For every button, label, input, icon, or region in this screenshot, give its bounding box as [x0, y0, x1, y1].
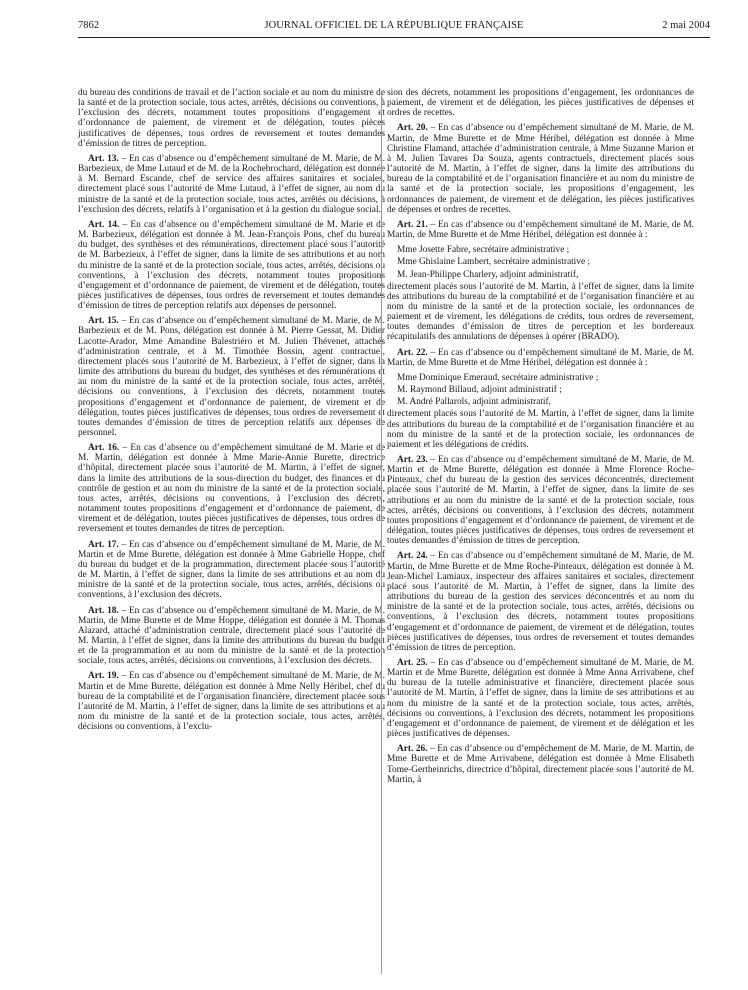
article-paragraph [387, 744, 694, 785]
article-number: Art. 14. [88, 219, 120, 230]
article-number: Art. 13. [88, 153, 119, 164]
article-number: Art. 23. [397, 455, 428, 465]
paragraph-text: – En cas d’absence ou d’empêchement simultané de M. Marie, de M. Martin et de Mme Burette, délégation est donnée à Mme Gabrielle Hoppe, chef du bureau du budget et de la programmation, directement placée sous l’autorité de M. Martin, à l’effet de signer, dans la limite de ses attributions et au nom du ministre de la santé et de la protection sociale, tous actes, arrêtés, décisions ou conventions, à l’exclusion des décrets. [78, 539, 386, 601]
list-item [387, 385, 694, 395]
paragraph-text: – En cas d’absence ou d’empêchement simultané de M. Marie, de M. Martin, de Mme Burette et de Mme Héribel, délégation est donnée à : [387, 347, 695, 368]
article-paragraph [78, 316, 385, 438]
paragraph [387, 409, 694, 450]
paragraph [387, 88, 694, 118]
right-column [387, 88, 694, 790]
paragraph-text: Mme Josette Fabre, secrétaire administrative ; [397, 245, 570, 256]
article-paragraph [78, 671, 385, 732]
article-paragraph [387, 123, 694, 214]
list-item [387, 270, 694, 280]
publication-date: 2 mai 2004 [662, 20, 710, 31]
paragraph-text: – En cas d’absence ou d’empêchement simultané de M. Marie et de M. Martin, délégation est donnée à Mme Marie-Annie Burette, directrice d’hôpital, directement placée sous l’autorité de M. Martin, à l’effet de signer, dans la limite des attributions de la sous-direction du budget, des finances et du contrôle de gestion et au nom du ministre de la santé et de la protection sociale, tous actes, arrêtés, décisions ou conventions, à l’exclusion des décrets, notamment toutes propositions d’engagement et d’ordonnance de paiement, de virement et de délégation, toutes pièces justificatives de dépenses, tous ordres de reversement et toutes demandes de titres de perception. [78, 443, 385, 535]
paragraph-text: – En cas d’absence ou d’empêchement simultané de M. Marie, de M. Martin, de Mme Burette et de Mme Roche-Pinteaux, délégation est donnée à M. Jean-Michel Lamiaux, inspecteur des affaires sanitaires et sociales, directement placé sous l’autorité de M. Martin, à l’effet de signer, dans la limite des attributions du bureau de la gestion des services déconcentrés et au nom du ministre de la santé et de la protection sociale, tous actes, arrêtés, décisions ou conventions, à l’exclusion des décrets, notamment toutes propositions d’engagement et d’ordonnance de paiement, de virement et de délégation, toutes pièces justificatives de dépenses, tous ordres de reversement et toutes demandes d’émission de titres de perception. [387, 551, 695, 653]
paragraph-text: M. André Pallarols, adjoint administratif, [397, 397, 551, 408]
paragraph-text: sion des décrets, notamment les propositions d’engagement, les ordonnances de paiement, de virement et de délégation, les pièces justificatives de dépenses et ordres de recettes. [387, 88, 694, 119]
article-number: Art. 21. [397, 219, 428, 230]
paragraph [78, 88, 385, 149]
article-paragraph [387, 220, 694, 240]
paragraph-text: Mme Ghislaine Lambert, secrétaire administrative ; [397, 257, 591, 268]
article-paragraph [387, 658, 694, 739]
paragraph-text: Mme Dominique Emeraud, secrétaire administrative ; [397, 372, 599, 383]
article-paragraph [78, 443, 385, 534]
list-item [387, 257, 694, 267]
article-number: Art. 15. [88, 316, 119, 327]
paragraph-text: – En cas d’absence ou d’empêchement simultané de M. Marie, de M. Martin et de Mme Burette, délégation est donnée à Mme Nelly Héribel, chef du bureau de la comptabilité et de l’organisation financière, directement placée sous l’autorité de M. Martin, à l’effet de signer, dans la limite de ses attributions et au nom du ministre de la santé et de la protection sociale, tous actes, arrêtés, décisions ou conventions, à l’exclu- [78, 671, 386, 733]
paragraph-text: directement placés sous l’autorité de M. Martin, à l’effet de signer, dans la limite des attributions du bureau de la comptabilité et de l’organisation financière et au nom du ministre de la santé et de la protection sociale, les ordonnances de paiement et les délégations de crédits. [387, 409, 694, 450]
article-number: Art. 22. [397, 347, 428, 358]
article-number: Art. 25. [397, 657, 428, 668]
article-paragraph [78, 220, 385, 311]
article-number: Art. 20. [397, 123, 428, 134]
paragraph-text: – En cas d’absence ou d’empêchement simultané de M. Marie, de M. Barbezieux et de M. Pons, délégation est donnée à M. Pierre Gessat, M. Didier Lacotte-Arador, Mme Amandine Balestriéro et M. Julien Thévenet, attachés d’administration centrale, et à M. Timothée Bossin, agent contractuel, directement placés sous l’autorité de M. Barbezieux, à l’effet de signer, dans la limite des attributions du bureau du budget, des synthèses et des rémunérations et au nom du ministre de la santé et de la protection sociale, tous actes, arrêtés, décisions ou conventions, à l’exclusion des décrets, notamment toutes propositions d’engagement et d’ordonnance de paiement, de virement et de délégation, toutes pièces justificatives de dépenses, tous ordres de reversement et toutes demandes d’émission de titres de perception relatifs aux dépenses de personnel. [78, 316, 386, 438]
page-number: 7862 [78, 20, 100, 31]
article-number: Art. 19. [88, 671, 119, 682]
article-number: Art. 16. [88, 443, 120, 454]
paragraph-text: M. Raymond Billaud, adjoint administratif ; [397, 385, 562, 396]
paragraph [387, 282, 694, 343]
article-paragraph [387, 551, 694, 653]
list-item [387, 245, 694, 255]
paragraph-text: directement placés sous l’autorité de M. Martin, à l’effet de signer, dans la limite des attributions du bureau de la comptabilité et de l’organisation financière et au nom du ministre de la santé et de la protection sociale, les ordonnances de paiement et de virement, les délégations de crédits, tous ordres de reversement, toutes demandes d’émission de titres de perception et les bordereaux récapitulatifs des annulations de dépenses à opérer (BRADO). [387, 281, 694, 343]
article-paragraph [387, 455, 694, 546]
article-paragraph [78, 606, 385, 667]
left-column [78, 88, 385, 737]
article-paragraph [387, 348, 694, 368]
article-paragraph [78, 540, 385, 601]
journal-title: JOURNAL OFFICIEL DE LA RÉPUBLIQUE FRANÇAISE [264, 20, 524, 31]
article-paragraph [78, 154, 385, 215]
page-header [78, 20, 710, 36]
paragraph-text: – En cas d’absence ou d’empêchement simultané de M. Marie, de M. Martin, de Mme Burette et de Mme Hoppe, délégation est donnée à M. Thomas Alazard, attaché d’administration centrale, directement placé sous l’autorité de M. Martin, à l’effet de signer, dans la limite des attributions du bureau du budget et de la programmation et au nom du ministre de la santé et de la protection sociale, tous actes, arrêtés, décisions ou conventions, à l’exclusion des décrets. [78, 605, 386, 667]
header-rule [78, 37, 710, 38]
paragraph-text: – En cas d’absence ou d’empêchement simultané de M. Marie, de M. Martin et de Mme Burette, délégation est donnée à Mme Anna Arrivabene, chef du bureau de la tutelle administrative et financière, directement placée sous l’autorité de M. Martin, à l’effet de signer, dans la limite de ses attributions et au nom du ministre de la santé et de la protection sociale, tous actes, arrêtés, décisions ou conventions, à l’exclusion des décrets, notamment les propositions d’engagement et d’ordonnance de paiement, de virement et de délégation et les pièces justificatives de dépenses. [387, 657, 695, 740]
paragraph-text: – En cas d’absence ou d’empêchement simultané de M. Marie, de M. Martin, de Mme Burette et de Mme Héribel, délégation est donnée à : [387, 219, 695, 241]
paragraph-text: – En cas d’absence ou d’empêchement de M. Marie, de M. Martin, de Mme Burette et de Mme Arrivabene, délégation est donnée à Mme Elisabeth Tome-Gertheinrichs, directrice d’hôpital, directement placée sous l’autorité de M. Martin, à [387, 744, 695, 785]
paragraph-text: – En cas d’absence ou d’empêchement simultané de M. Marie, de M. Martin, de Mme Burette et de Mme Héribel, délégation est donnée à Mme Christine Flamand, attachée d’administration centrale, à Mme Suzanne Marion et à M. Julien Tavares Da Souza, agents contractuels, directement placés sous l’autorité de M. Martin, à l’effet de signer, dans la limite des attributions du bureau de la comptabilité et de l’organisation financière et au nom du ministre de la santé et de la protection sociale, les propositions d’engagement, les ordonnances de paiement, de virement et de délégation, les pièces justificatives de dépenses et ordres de recettes. [387, 123, 695, 215]
paragraph-text: du bureau des conditions de travail et de l’action sociale et au nom du ministre de la santé et de la protection sociale, tous actes, arrêtés, décisions ou conventions, à l’exclusion des décrets, notamment toutes propositions d’engagement et d’ordonnance de paiement, de virement et de délégation, toutes pièces justificatives de dépenses, tous ordres de reversement et toutes demandes d’émission de titres de perception. [78, 88, 385, 149]
paragraph-text: – En cas d’absence ou d’empêchement simultané de M. Marie, de M. Martin et de Mme Burette, délégation est donnée à Mme Florence Roche-Pinteaux, chef du bureau de la gestion des services déconcentrés, directement placée sous l’autorité de M. Martin, à l’effet de signer, dans la limite de ses attributions et au nom du ministre de la santé et de la protection sociale, tous actes, arrêtés, décisions ou conventions, à l’exclusion des décrets, notamment toutes propositions d’engagement et d’ordonnance de paiement, de virement et de délégation, toutes pièces justificatives de dépenses, tous ordres de reversement et toutes demandes d’émission de titres de perception. [387, 455, 695, 547]
list-item [387, 373, 694, 383]
article-number: Art. 24. [397, 551, 428, 562]
article-number: Art. 26. [397, 744, 428, 755]
list-item [387, 397, 694, 407]
article-number: Art. 17. [88, 539, 119, 550]
paragraph-text: M. Jean-Philippe Charlery, adjoint administratif, [397, 269, 579, 280]
article-number: Art. 18. [88, 605, 119, 616]
paragraph-text: – En cas d’absence ou d’empêchement simultané de M. Marie, de M. Barbezieux, de Mme Lutaud et de M. de la Rochebrochard, délégation est donnée à M. Bernard Escande, chef de service des affaires sanitaires et sociales, directement placé sous l’autorité de Mme Lutaud, à l’effet de signer, au nom du ministre de la santé et de la protection sociale, tous actes, arrêtés ou décisions, à l’exclusion des décrets, relatifs à l’organisation et à la gestion du dialogue social. [78, 153, 386, 215]
column-separator [381, 92, 382, 974]
paragraph-text: – En cas d’absence ou d’empêchement simultané de M. Marie et de M. Barbezieux, délégation est donnée à M. Jean-François Pons, chef du bureau du budget, des synthèses et des rémunérations, directement placé sous l’autorité de M. Barbezieux, à l’effet de signer, dans la limite de ses attributions et au nom du ministre de la santé et de la protection sociale, tous actes, arrêtés, décisions ou conventions, à l’exclusion des décrets, notamment toutes propositions d’engagement et d’ordonnance de paiement, de virement et de délégation, toutes pièces justificatives de dépenses, tous ordres de reversement et toutes demandes d’émission de titres de perception relatifs aux dépenses de personnel. [78, 219, 385, 312]
